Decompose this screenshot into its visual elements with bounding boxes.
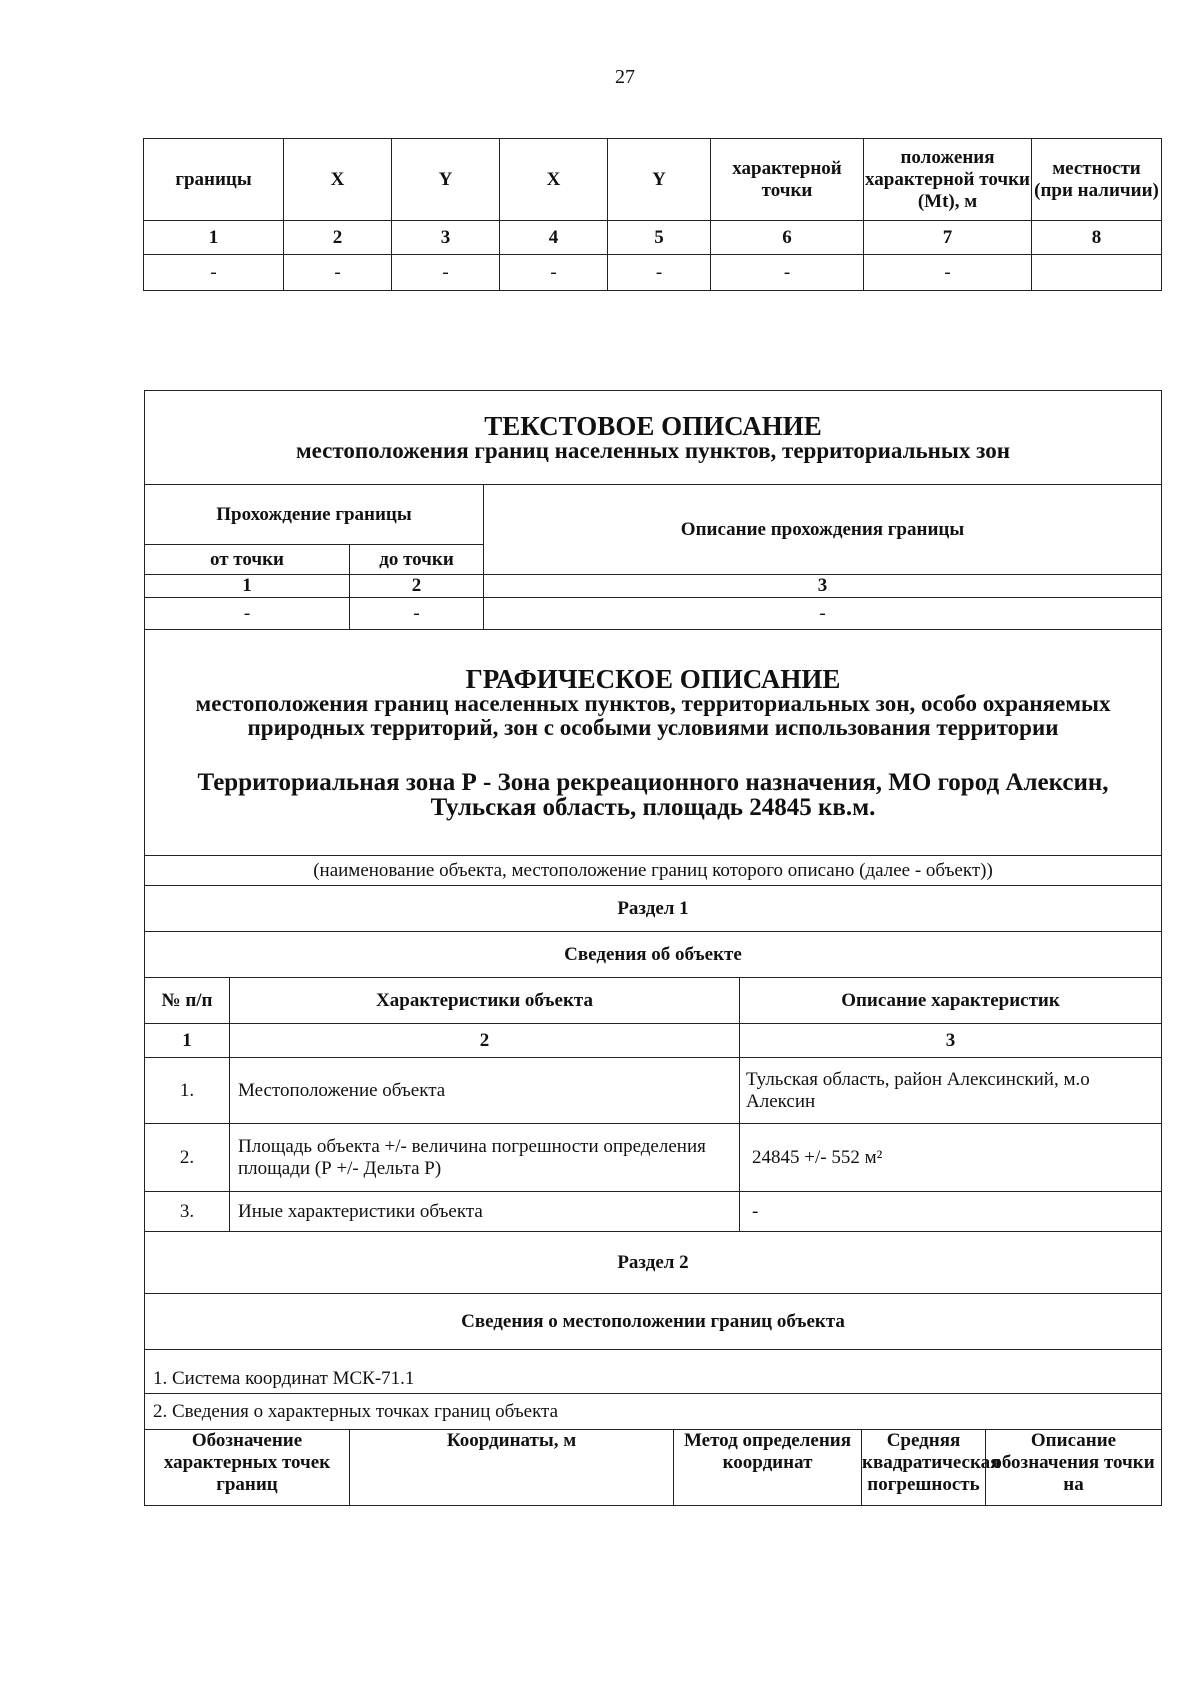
text-description-heading [145, 391, 1162, 485]
header-cell: Описание характеристик [740, 978, 1162, 1024]
column-number: 7 [864, 221, 1032, 255]
characteristic-name: Площадь объекта +/- величина погрешности определения площади (Р +/- Дельта Р) [230, 1124, 740, 1192]
table-cell: - [284, 255, 392, 291]
table-cell: - [350, 598, 484, 630]
from-point-header: от точки [145, 545, 350, 575]
column-number: 3 [392, 221, 500, 255]
header-cell: Координаты, м [350, 1430, 674, 1506]
characteristic-name: Местоположение объекта [230, 1058, 740, 1124]
column-number: 2 [284, 221, 392, 255]
column-number: 1 [144, 221, 284, 255]
table-cell: - [145, 598, 350, 630]
header-cell: X [284, 139, 392, 221]
passage-header: Прохождение границы [145, 485, 484, 545]
column-number: 8 [1032, 221, 1162, 255]
characteristic-value: - [740, 1192, 1162, 1232]
graphic-description-title: ГРАФИЧЕСКОЕ ОПИСАНИЕ [465, 663, 841, 694]
section2-title: Раздел 2 [145, 1232, 1162, 1294]
table-cell: - [484, 598, 1162, 630]
page-number: 27 [615, 66, 635, 88]
object-name: Территориальная зона Р - Зона рекреационного назначения, МО город Алексин, Тульская область, площадь 24845 кв.м. [197, 768, 1109, 821]
column-number: 3 [740, 1024, 1162, 1058]
header-cell: местности (при наличии) [1032, 139, 1162, 221]
column-number: 2 [350, 575, 484, 598]
column-number: 1 [145, 1024, 230, 1058]
text-description-title: ТЕКСТОВОЕ ОПИСАНИЕ [484, 410, 822, 441]
section2-subtitle: Сведения о местоположении границ объекта [145, 1294, 1162, 1350]
description-header: Описание прохождения границы [484, 485, 1162, 575]
characteristic-value: Тульская область, район Алексинский, м.о Алексин [740, 1058, 1162, 1124]
to-point-header: до точки [350, 545, 484, 575]
object-note: (наименование объекта, местоположение границ которого описано (далее - объект)) [145, 856, 1162, 886]
table-cell: - [392, 255, 500, 291]
header-cell: границы [144, 139, 284, 221]
row-number: 3. [145, 1192, 230, 1232]
header-cell: Y [392, 139, 500, 221]
row-number: 2. [145, 1124, 230, 1192]
table-cell: - [864, 255, 1032, 291]
header-cell: X [500, 139, 608, 221]
coordinates-continuation-table [143, 138, 1162, 291]
header-cell: Y [608, 139, 711, 221]
column-number: 6 [711, 221, 864, 255]
section1-subtitle: Сведения об объекте [145, 932, 1162, 978]
column-number: 4 [500, 221, 608, 255]
points-info: 2. Сведения о характерных точках границ объекта [145, 1394, 1162, 1430]
graphic-description-subtitle: местоположения границ населенных пунктов, территориальных зон, особо охраняемых природных территорий, зон с особыми условиями использования территории [195, 690, 1111, 740]
header-cell: Характеристики объекта [230, 978, 740, 1024]
text-description-subtitle: местоположения границ населенных пунктов, территориальных зон [296, 437, 1010, 463]
header-cell: Описание обозначения точки на [986, 1430, 1162, 1506]
characteristic-value: 24845 +/- 552 м² [740, 1124, 1162, 1192]
header-cell: № п/п [145, 978, 230, 1024]
coordinate-system: 1. Система координат МСК-71.1 [145, 1350, 1162, 1394]
table-cell: - [711, 255, 864, 291]
row-number: 1. [145, 1058, 230, 1124]
table-cell: - [144, 255, 284, 291]
table-cell: - [500, 255, 608, 291]
column-number: 3 [484, 575, 1162, 598]
column-number: 5 [608, 221, 711, 255]
header-cell: Метод определения координат [674, 1430, 862, 1506]
column-number: 2 [230, 1024, 740, 1058]
header-cell: положения характерной точки (Mt), м [864, 139, 1032, 221]
header-cell: Средняя квадратическая погрешность [862, 1430, 986, 1506]
characteristic-name: Иные характеристики объекта [230, 1192, 740, 1232]
main-form-table [144, 390, 1162, 1506]
column-number: 1 [145, 575, 350, 598]
table-cell: - [608, 255, 711, 291]
graphic-description-heading [145, 630, 1162, 856]
table-cell [1032, 255, 1162, 291]
header-cell: Обозначение характерных точек границ [145, 1430, 350, 1506]
header-cell: характерной точки [711, 139, 864, 221]
section1-title: Раздел 1 [145, 886, 1162, 932]
